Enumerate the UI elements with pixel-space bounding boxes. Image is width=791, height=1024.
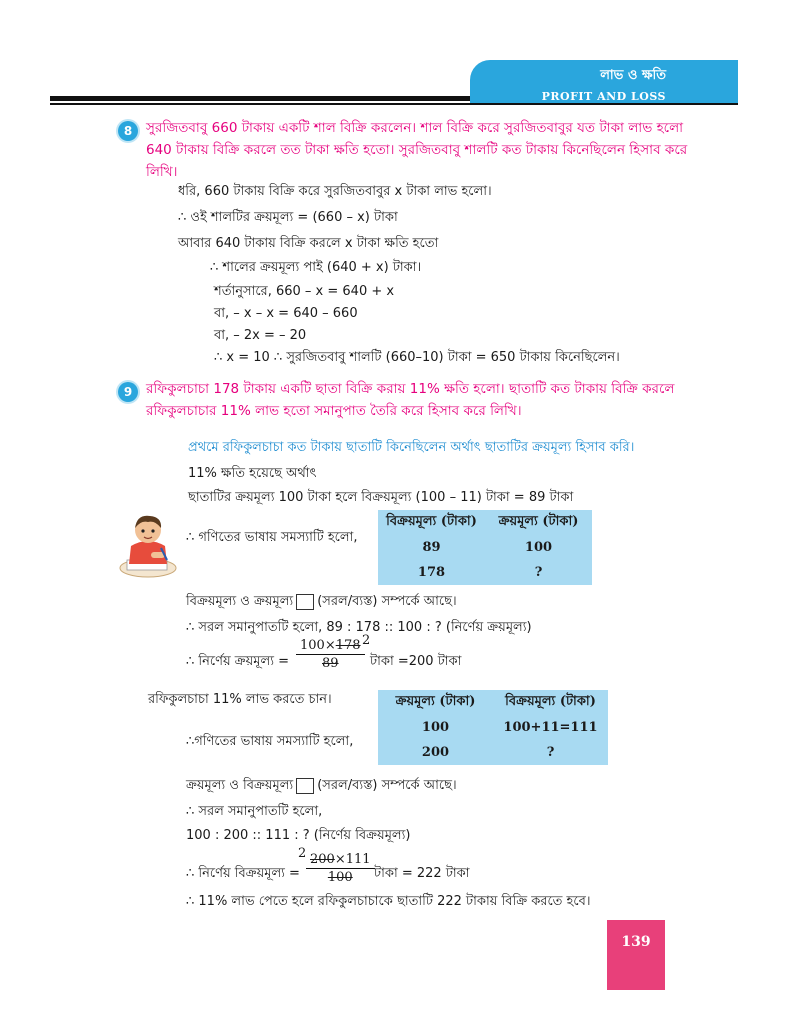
- q9-step-5-suffix: (সরল/ব্যস্ত) সম্পর্কে আছে।: [317, 594, 457, 609]
- table-1-header-selling-price: বিক্রয়মূল্য (টাকা): [386, 514, 477, 529]
- fraction-2-numerator: [306, 852, 375, 867]
- question-9-line-2: রফিকুলচাচার 11% লাভ হতো সমানুপাত তৈরি করে হিসাব করে লিখি।: [146, 403, 522, 419]
- question-8-line-1: সুরজিতবাবু 660 টাকায় একটি শাল বিক্রি করলেন। শাল বিক্রি করে সুরজিতবাবুর যত টাকা লাভ হলো: [146, 120, 684, 136]
- fraction-2-numerator-b: ×111: [334, 852, 371, 867]
- q9-conclusion: ∴ 11% লাভ পেতে হলে রফিকুলচাচাকে ছাতাটি 222 টাকায় বিক্রি করতে হবে।: [186, 894, 591, 909]
- q9-step-5-prefix: বিক্রয়মূল্য ও ক্রয়মূল্য: [186, 594, 294, 609]
- fraction-selling-price: [306, 852, 375, 885]
- q9-step-1: প্রথমে রফিকুলচাচা কত টাকায় ছাতাটি কিনেছিলেন অর্থাৎ ছাতাটির ক্রয়মূল্য হিসাব করি।: [188, 440, 635, 455]
- q9-step-9: ∴গণিতের ভাষায় সমস্যাটি হলো,: [186, 734, 354, 749]
- table-row: [378, 535, 592, 560]
- question-9-line-1: রফিকুলচাচা 178 টাকায় একটি ছাতা বিক্রি করায় 11% ক্ষতি হলো। ছাতাটি কত টাকায় বিক্রি করলে: [146, 381, 675, 397]
- q9-step-7-suffix: টাকা =200 টাকা: [370, 654, 462, 669]
- proportion-table-2: [378, 690, 608, 765]
- chapter-title-bengali: লাভ ও ক্ষতি: [600, 68, 666, 83]
- table-cell: 89: [422, 540, 441, 555]
- table-cell: 100: [421, 720, 450, 735]
- q8-step-6: বা, – x – x = 640 – 660: [214, 306, 358, 321]
- q9-step-6: ∴ সরল সমানুপাতটি হলো, 89 : 178 :: 100 : ? (নির্ণেয় ক্রয়মূল্য): [186, 620, 532, 635]
- table-2-header-cost-price: ক্রয়মূল্য (টাকা): [395, 694, 476, 709]
- header-rule-thin: [50, 103, 738, 105]
- q9-step-2: 11% ক্ষতি হয়েছে অর্থাৎ: [188, 466, 317, 481]
- fraction-1-bar: [296, 654, 365, 655]
- table-cell: 178: [417, 565, 446, 580]
- q9-step-13-prefix: ∴ নির্ণেয় বিক্রয়মূল্য =: [186, 866, 300, 881]
- answer-blank-box[interactable]: [296, 778, 314, 794]
- q8-step-1: ধরি, 660 টাকায় বিক্রি করে সুরজিতবাবুর x টাকা লাভ হলো।: [178, 184, 492, 199]
- table-1-header-row: [378, 510, 592, 535]
- table-cell: 100: [524, 540, 553, 555]
- table-2-header-row: [378, 690, 608, 715]
- q8-step-3: আবার 640 টাকায় বিক্রি করলে x টাকা ক্ষতি হতো: [178, 236, 439, 251]
- question-9-text: [146, 378, 706, 422]
- q9-step-10: [186, 776, 457, 797]
- fraction-1-numerator: [296, 638, 365, 653]
- q9-step-11: ∴ সরল সমানুপাতটি হলো,: [186, 804, 323, 819]
- proportion-table-1: [378, 510, 592, 585]
- q9-step-12: 100 : 200 :: 111 : ? (নির্ণেয় বিক্রয়মূল্য): [186, 828, 411, 843]
- q9-step-5: [186, 592, 457, 613]
- chapter-title-english: PROFIT AND LOSS: [541, 90, 666, 103]
- fraction-2-reduced-value: 2: [298, 846, 307, 861]
- fraction-cost-price: [296, 638, 365, 671]
- fraction-2-numerator-cancelled: 200: [310, 852, 335, 867]
- table-row: [378, 560, 592, 585]
- table-cell: 100+11=111: [503, 720, 598, 735]
- fraction-1-denominator-cancelled: 89: [322, 656, 339, 671]
- q9-step-3: ছাতাটির ক্রয়মূল্য 100 টাকা হলে বিক্রয়মূল্য (100 – 11) টাকা = 89 টাকা: [188, 490, 574, 505]
- q9-step-4: ∴ গণিতের ভাষায় সমস্যাটি হলো,: [186, 530, 358, 545]
- table-1-header-cost-price: ক্রয়মূল্য (টাকা): [498, 514, 579, 529]
- question-8-badge: 8: [118, 121, 138, 141]
- fraction-1-denominator: [296, 656, 365, 671]
- question-9-badge: 9: [118, 382, 138, 402]
- page-number: 139: [607, 920, 665, 990]
- q8-step-5: শর্তানুসারে, 660 – x = 640 + x: [214, 284, 395, 299]
- table-cell: 200: [421, 745, 450, 760]
- fraction-2-bar: [306, 868, 375, 869]
- student-writing-illustration: [117, 508, 179, 580]
- question-8-line-3: লিখি।: [146, 164, 178, 180]
- chapter-header-tab: [470, 60, 738, 104]
- q9-step-7-prefix: ∴ নির্ণেয় ক্রয়মূল্য =: [186, 654, 289, 669]
- q9-step-13-suffix: টাকা = 222 টাকা: [374, 866, 470, 881]
- q9-step-8: রফিকুলচাচা 11% লাভ করতে চান।: [148, 692, 332, 707]
- table-row: [378, 740, 608, 765]
- fraction-1-numerator-cancelled: 178: [335, 638, 361, 653]
- question-8-text: [146, 117, 706, 183]
- q8-step-7: বা, – 2x = – 20: [214, 328, 307, 343]
- q9-step-10-suffix: (সরল/ব্যস্ত) সম্পর্কে আছে।: [317, 778, 457, 793]
- table-cell: ?: [534, 565, 543, 580]
- question-8-line-2: 640 টাকায় বিক্রি করলে তত টাকা ক্ষতি হতো। সুরজিতবাবু শালটি কত টাকায় কিনেছিলেন হিসাব করে: [146, 142, 688, 158]
- q8-step-2: ∴ ওই শালটির ক্রয়মূল্য = (660 – x) টাকা: [178, 210, 398, 225]
- header-rule-thick: [50, 96, 470, 101]
- table-cell: ?: [546, 745, 555, 760]
- answer-blank-box[interactable]: [296, 594, 314, 610]
- fraction-2-denominator: [306, 870, 375, 885]
- table-2-header-selling-price: বিক্রয়মূল্য (টাকা): [505, 694, 596, 709]
- fraction-2-denominator-cancelled: 100: [327, 870, 353, 885]
- fraction-1-reduced-value: 2: [362, 633, 371, 648]
- q9-step-10-prefix: ক্রয়মূল্য ও বিক্রয়মূল্য: [186, 778, 294, 793]
- q8-step-4: ∴ শালের ক্রয়মূল্য পাই (640 + x) টাকা।: [210, 260, 422, 275]
- table-row: [378, 715, 608, 740]
- fraction-1-numerator-a: 100×: [300, 638, 336, 653]
- q8-step-8: ∴ x = 10 ∴ সুরজিতবাবু শালটি (660–10) টাকা = 650 টাকায় কিনেছিলেন।: [214, 350, 620, 365]
